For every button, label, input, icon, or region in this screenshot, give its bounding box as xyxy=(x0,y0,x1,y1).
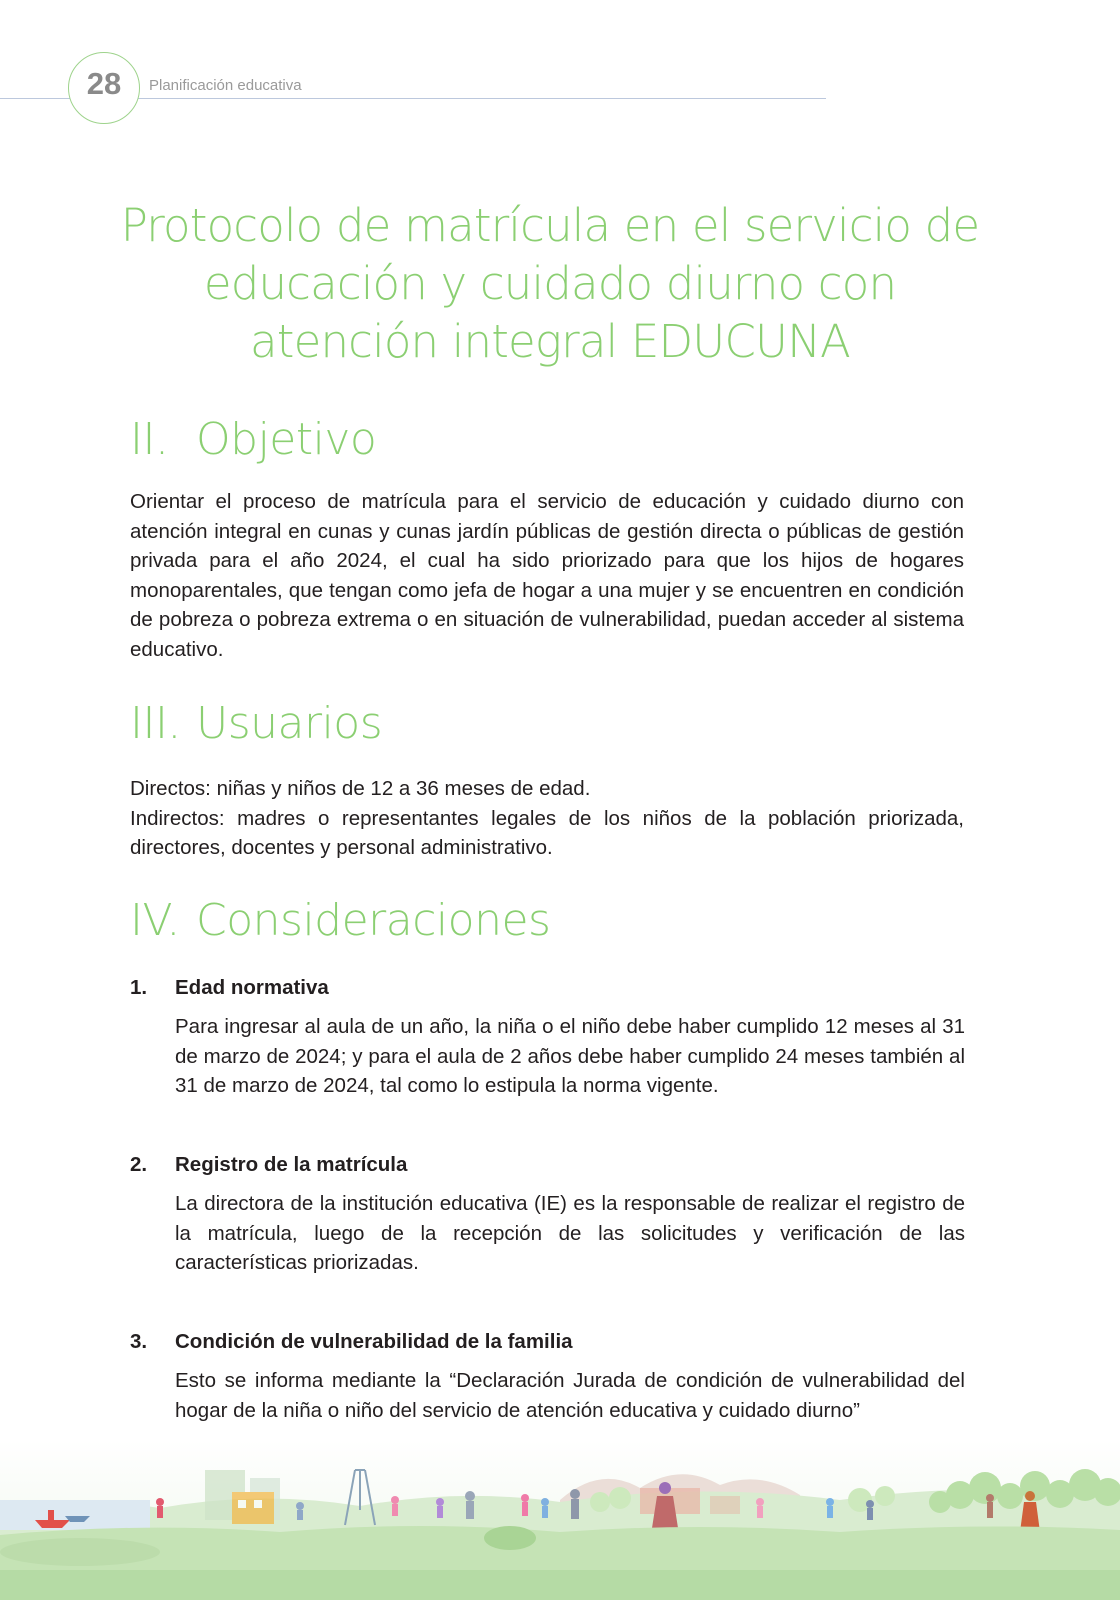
document-title: Protocolo de matrícula en el servicio de educación y cuidado diurno con atención integral EDUCUNA xyxy=(120,199,980,368)
section-heading-objetivo xyxy=(130,414,376,465)
item-title-edad-normativa: Edad normativa xyxy=(175,976,329,999)
item-number: 1. xyxy=(130,976,148,999)
section-title: Consideraciones xyxy=(196,895,551,946)
section-number: III. xyxy=(130,698,181,749)
item-body-registro-matricula: La directora de la institución educativa (IE) es la responsable de realizar el registro de la matrícula, luego de la recepción de las solicitudes y verificación de las características priorizadas. xyxy=(175,1192,965,1274)
section-number: II. xyxy=(130,414,169,465)
item-body-condicion-vulnerabilidad: Esto se informa mediante la “Declaración Jurada de condición de vulnerabilidad del hogar de la niña o niño del servicio de atención educativa y cuidado diurno” xyxy=(175,1369,965,1422)
item-title-registro-matricula: Registro de la matrícula xyxy=(175,1153,408,1176)
objetivo-paragraph: Orientar el proceso de matrícula para el servicio de educación y cuidado diurno con atención integral en cunas y cunas jardín públicas de gestión directa o públicas de gestión privada para el año 2024, el cual ha sido priorizado para que los hijos de hogares monoparentales, que tengan como jefa de hogar a una mujer y se encuentren en condición de pobreza o pobreza extrema o en situación de vulnerabilidad, puedan acceder al sistema educativo. xyxy=(130,490,964,661)
usuarios-paragraph xyxy=(130,774,964,863)
item-number: 3. xyxy=(130,1330,148,1353)
section-number: IV. xyxy=(130,895,180,946)
section-title: Objetivo xyxy=(196,414,377,465)
footer-landscape-illustration xyxy=(0,1440,1120,1600)
running-head: Planificación educativa xyxy=(149,77,302,94)
usuarios-directos: Directos: niñas y niños de 12 a 36 meses de edad. xyxy=(130,777,591,800)
section-title: Usuarios xyxy=(196,698,383,749)
section-heading-usuarios xyxy=(130,698,382,749)
item-title-condicion-vulnerabilidad: Condición de vulnerabilidad de la familia xyxy=(175,1330,573,1353)
item-number: 2. xyxy=(130,1153,148,1176)
section-heading-consideraciones xyxy=(130,895,550,946)
page-number: 28 xyxy=(86,66,122,101)
usuarios-indirectos: Indirectos: madres o representantes legales de los niños de la población priorizada, directores, docentes y personal administrativo. xyxy=(130,806,964,859)
item-body-edad-normativa: Para ingresar al aula de un año, la niña o el niño debe haber cumplido 12 meses al 31 de marzo de 2024; y para el aula de 2 años debe haber cumplido 24 meses también al 31 de marzo de 2024, tal como lo estipula la norma vigente. xyxy=(175,1015,965,1097)
